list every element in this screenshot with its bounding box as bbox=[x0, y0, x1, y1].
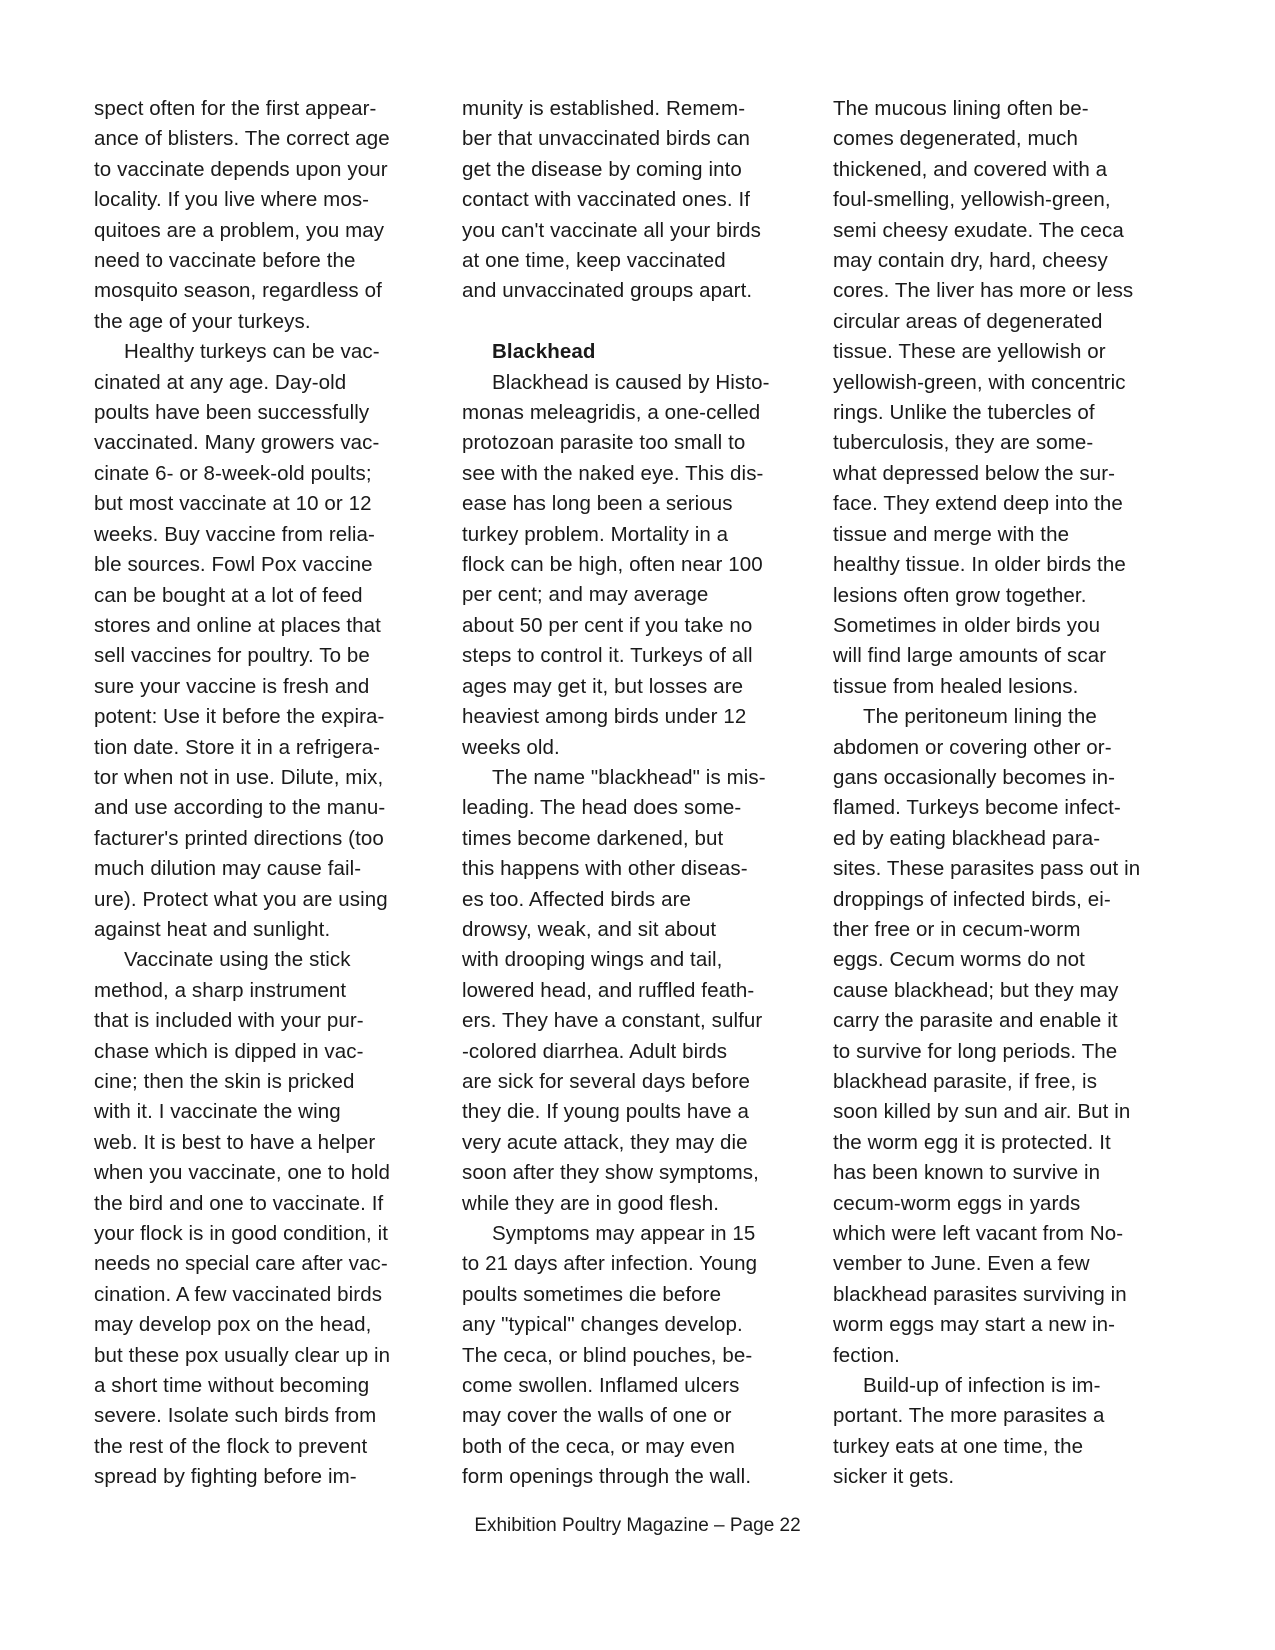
text-line: any "typical" changes develop. bbox=[462, 1313, 743, 1337]
text-line: tion date. Store it in a refrigera- bbox=[94, 735, 381, 759]
text-line: come swollen. Inflamed ulcers bbox=[462, 1374, 740, 1398]
text-line: which were left vacant from No- bbox=[833, 1222, 1124, 1246]
text-line: web. It is best to have a helper bbox=[94, 1130, 376, 1154]
text-line: The mucous lining often be- bbox=[833, 97, 1089, 120]
text-line: protozoan parasite too small to bbox=[462, 431, 746, 455]
text-line: flock can be high, often near 100 bbox=[462, 553, 763, 577]
text-line: ble sources. Fowl Pox vaccine bbox=[94, 553, 373, 577]
text-line: but most vaccinate at 10 or 12 bbox=[94, 492, 372, 516]
text-line: may contain dry, hard, cheesy bbox=[833, 249, 1108, 273]
text-line: see with the naked eye. This dis- bbox=[462, 461, 764, 485]
text-line: with drooping wings and tail, bbox=[462, 948, 723, 972]
text-line: monas meleagridis, a one-celled bbox=[462, 401, 761, 425]
text-line: may cover the walls of one or bbox=[462, 1404, 732, 1428]
text-line: contact with vaccinated ones. If bbox=[462, 188, 751, 212]
text-line: stores and online at places that bbox=[94, 613, 381, 637]
text-line: munity is established. Remem- bbox=[462, 97, 746, 120]
text-line: sure your vaccine is fresh and bbox=[94, 674, 370, 698]
text-line: blackhead parasites surviving in bbox=[833, 1282, 1127, 1306]
text-line: are sick for several days before bbox=[462, 1069, 751, 1093]
text-line: while they are in good flesh. bbox=[462, 1191, 720, 1215]
text-line: circular areas of degenerated bbox=[833, 309, 1103, 333]
text-line: times become darkened, but bbox=[462, 826, 724, 850]
text-line: ber that unvaccinated birds can bbox=[462, 127, 750, 151]
text-line: tissue and merge with the bbox=[833, 522, 1070, 546]
text-line: per cent; and may average bbox=[462, 583, 709, 607]
text-line: es too. Affected birds are bbox=[462, 887, 692, 911]
text-line: they die. If young poults have a bbox=[462, 1100, 749, 1124]
text-line: weeks. Buy vaccine from relia- bbox=[94, 522, 375, 546]
text-line: eggs. Cecum worms do not bbox=[833, 948, 1085, 972]
text-line: flamed. Turkeys become infect- bbox=[833, 796, 1121, 820]
text-line: needs no special care after vac- bbox=[94, 1252, 388, 1276]
text-line: rings. Unlike the tubercles of bbox=[833, 401, 1095, 425]
text-line: and unvaccinated groups apart. bbox=[462, 279, 753, 303]
text-line: poults sometimes die before bbox=[462, 1282, 722, 1306]
text-line: soon after they show symptoms, bbox=[462, 1161, 759, 1185]
text-line: quitoes are a problem, you may bbox=[94, 218, 385, 242]
text-line: the age of your turkeys. bbox=[94, 309, 311, 333]
text-line: Sometimes in older birds you bbox=[833, 613, 1101, 637]
text-line: comes degenerated, much bbox=[833, 127, 1079, 151]
text-line: The ceca, or blind pouches, be- bbox=[462, 1343, 753, 1367]
text-line: get the disease by coming into bbox=[462, 157, 742, 181]
text-line: chase which is dipped in vac- bbox=[94, 1039, 364, 1063]
text-line: ease has long been a serious bbox=[462, 492, 733, 516]
text-line: Healthy turkeys can be vac- bbox=[124, 340, 380, 364]
text-line: worm eggs may start a new in- bbox=[833, 1313, 1116, 1337]
text-line: potent: Use it before the expira- bbox=[94, 705, 385, 729]
text-line: the rest of the flock to prevent bbox=[94, 1434, 368, 1458]
text-line: cecum-worm eggs in yards bbox=[833, 1191, 1081, 1215]
text-line: soon killed by sun and air. But in bbox=[833, 1100, 1131, 1124]
text-line: -colored diarrhea. Adult birds bbox=[462, 1039, 728, 1063]
text-line: weeks old. bbox=[462, 735, 560, 759]
text-line: a short time without becoming bbox=[94, 1374, 370, 1398]
text-line: poults have been successfully bbox=[94, 401, 370, 425]
text-line: but these pox usually clear up in bbox=[94, 1343, 391, 1367]
text-line: facturer's printed directions (too bbox=[94, 826, 384, 850]
text-line: ed by eating blackhead para- bbox=[833, 826, 1101, 850]
text-line: Vaccinate using the stick bbox=[124, 948, 351, 972]
text-line: lesions often grow together. bbox=[833, 583, 1087, 607]
text-line: abdomen or covering other or- bbox=[833, 735, 1112, 759]
text-line: ure). Protect what you are using bbox=[94, 887, 388, 911]
text-line: leading. The head does some- bbox=[462, 796, 742, 820]
text-line: about 50 per cent if you take no bbox=[462, 613, 753, 637]
text-line: cine; then the skin is pricked bbox=[94, 1070, 355, 1093]
text-line: blackhead parasite, if free, is bbox=[833, 1070, 1098, 1093]
text-line: and use according to the manu- bbox=[94, 796, 386, 820]
text-line: locality. If you live where mos- bbox=[94, 188, 370, 212]
text-line: gans occasionally becomes in- bbox=[833, 765, 1116, 789]
text-line: cinate 6- or 8-week-old poults; bbox=[94, 461, 372, 485]
text-line: vember to June. Even a few bbox=[833, 1252, 1090, 1276]
text-line: has been known to survive in bbox=[833, 1161, 1101, 1185]
text-line: carry the parasite and enable it bbox=[833, 1009, 1118, 1033]
text-line: can be bought at a lot of feed bbox=[94, 583, 363, 607]
text-line: to vaccinate depends upon your bbox=[94, 157, 388, 181]
text-line: ance of blisters. The correct age bbox=[94, 127, 390, 151]
section-heading: Blackhead bbox=[492, 340, 596, 364]
text-line: will find large amounts of scar bbox=[833, 644, 1107, 668]
text-line: both of the ceca, or may even bbox=[462, 1434, 735, 1458]
text-line: when you vaccinate, one to hold bbox=[94, 1161, 390, 1185]
text-line: need to vaccinate before the bbox=[94, 249, 356, 273]
text-line: face. They extend deep into the bbox=[833, 492, 1123, 516]
text-line: the bird and one to vaccinate. If bbox=[94, 1191, 384, 1215]
text-line: tissue. These are yellowish or bbox=[833, 340, 1106, 364]
text-line: spread by fighting before im- bbox=[94, 1465, 357, 1489]
text-line: the worm egg it is protected. It bbox=[833, 1130, 1111, 1154]
text-line: sicker it gets. bbox=[833, 1465, 955, 1489]
text-line: cause blackhead; but they may bbox=[833, 978, 1119, 1002]
text-line: much dilution may cause fail- bbox=[94, 857, 362, 881]
text-line: tuberculosis, they are some- bbox=[833, 431, 1094, 455]
text-line: at one time, keep vaccinated bbox=[462, 249, 726, 273]
text-line: very acute attack, they may die bbox=[462, 1130, 748, 1154]
text-line: steps to control it. Turkeys of all bbox=[462, 644, 753, 668]
text-line: to 21 days after infection. Young bbox=[462, 1252, 758, 1276]
text-line: fection. bbox=[833, 1343, 900, 1367]
text-line: severe. Isolate such birds from bbox=[94, 1404, 377, 1428]
text-line: mosquito season, regardless of bbox=[94, 279, 382, 303]
text-line: sell vaccines for poultry. To be bbox=[94, 644, 370, 668]
text-line: what depressed below the sur- bbox=[833, 461, 1116, 485]
text-line: sites. These parasites pass out in bbox=[833, 857, 1141, 881]
article-column-3 bbox=[833, 94, 1178, 1493]
text-line: Blackhead is caused by Histo- bbox=[492, 370, 770, 394]
text-line: thickened, and covered with a bbox=[833, 157, 1108, 181]
text-line: ther free or in cecum-worm bbox=[833, 917, 1081, 941]
text-line: you can't vaccinate all your birds bbox=[462, 218, 762, 242]
text-line: drowsy, weak, and sit about bbox=[462, 917, 717, 941]
text-line: Symptoms may appear in 15 bbox=[492, 1222, 756, 1246]
text-line: this happens with other diseas- bbox=[462, 857, 748, 881]
text-line: that is included with your pur- bbox=[94, 1009, 364, 1033]
text-line: cination. A few vaccinated birds bbox=[94, 1282, 383, 1306]
text-line: lowered head, and ruffled feath- bbox=[462, 978, 755, 1002]
text-line: your flock is in good condition, it bbox=[94, 1222, 389, 1246]
text-line: form openings through the wall. bbox=[462, 1465, 752, 1489]
text-line: ers. They have a constant, sulfur bbox=[462, 1009, 763, 1033]
text-line: heaviest among birds under 12 bbox=[462, 705, 747, 729]
text-line: droppings of infected birds, ei- bbox=[833, 887, 1111, 911]
text-line: The name "blackhead" is mis- bbox=[492, 765, 766, 789]
text-line: The peritoneum lining the bbox=[863, 705, 1097, 729]
text-line: foul-smelling, yellowish-green, bbox=[833, 188, 1111, 212]
text-line: ages may get it, but losses are bbox=[462, 674, 744, 698]
text-line: yellowish-green, with concentric bbox=[833, 370, 1126, 394]
text-line: against heat and sunlight. bbox=[94, 917, 331, 941]
text-line: portant. The more parasites a bbox=[833, 1404, 1105, 1428]
text-line: may develop pox on the head, bbox=[94, 1313, 372, 1337]
page-footer: Exhibition Poultry Magazine – Page 22 bbox=[474, 1515, 801, 1536]
text-line: tissue from healed lesions. bbox=[833, 674, 1079, 698]
text-line: method, a sharp instrument bbox=[94, 978, 347, 1002]
text-line: turkey problem. Mortality in a bbox=[462, 522, 729, 546]
article-column-1 bbox=[94, 94, 434, 1493]
paragraph-gap bbox=[462, 307, 802, 337]
text-line: to survive for long periods. The bbox=[833, 1039, 1118, 1063]
text-line: Build-up of infection is im- bbox=[863, 1374, 1101, 1398]
text-line: tor when not in use. Dilute, mix, bbox=[94, 765, 384, 789]
text-line: cores. The liver has more or less bbox=[833, 279, 1134, 303]
text-line: semi cheesy exudate. The ceca bbox=[833, 218, 1124, 242]
article-column-2 bbox=[462, 94, 802, 1493]
text-line: spect often for the first appear- bbox=[94, 97, 377, 120]
text-line: vaccinated. Many growers vac- bbox=[94, 431, 380, 455]
text-line: turkey eats at one time, the bbox=[833, 1434, 1084, 1458]
text-line: with it. I vaccinate the wing bbox=[94, 1100, 341, 1124]
text-line: healthy tissue. In older birds the bbox=[833, 553, 1126, 577]
text-line: cinated at any age. Day-old bbox=[94, 370, 347, 394]
